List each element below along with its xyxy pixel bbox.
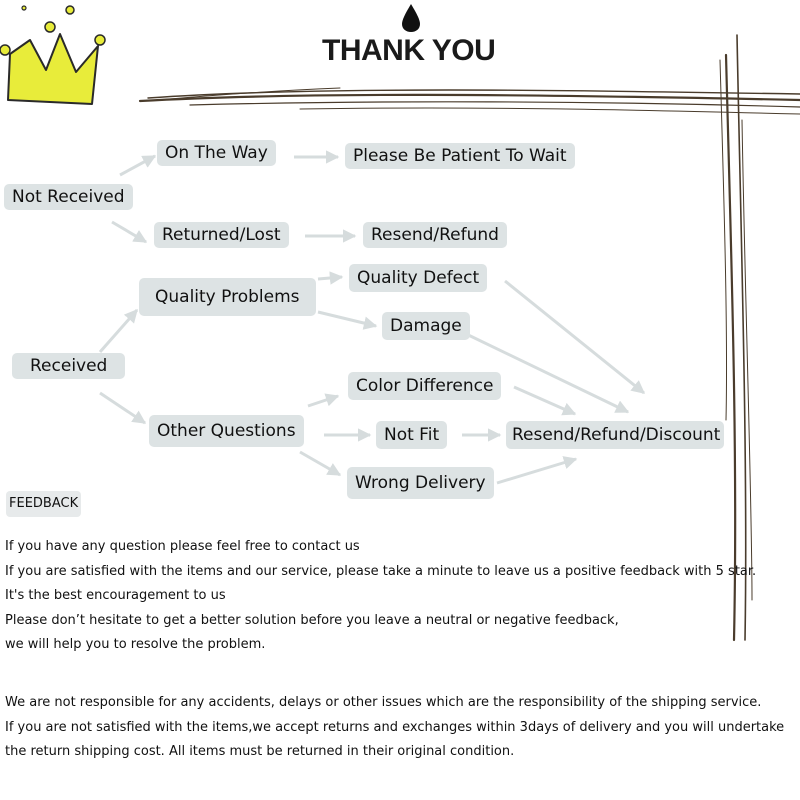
node-please-wait: Please Be Patient To Wait xyxy=(345,143,575,169)
feedback-line: Please don’t hesitate to get a better solution before you leave a neutral or negative feedback, xyxy=(5,612,619,628)
policy-line: the return shipping cost. All items must be returned in their original condition. xyxy=(5,744,515,760)
feedback-line: If you are satisfied with the items and our service, please take a minute to leave us a positive feedback with 5 star. xyxy=(5,563,757,579)
feedback-line: we will help you to resolve the problem. xyxy=(5,637,266,653)
policy-line: If you are not satisfied with the items,we accept returns and exchanges within 3days of delivery and you will undertake xyxy=(5,719,785,735)
node-returned-lost: Returned/Lost xyxy=(154,222,289,248)
page-title: THANK YOU xyxy=(322,34,496,67)
feedback-label: FEEDBACK xyxy=(6,491,81,517)
node-resend-refund: Resend/Refund xyxy=(363,222,507,248)
node-received: Received xyxy=(12,353,125,379)
node-other-questions: Other Questions xyxy=(149,415,304,447)
node-wrong-delivery: Wrong Delivery xyxy=(347,467,494,499)
feedback-line: If you have any question please feel free to contact us xyxy=(5,539,360,554)
feedback-line: It's the best encouragement to us xyxy=(5,588,226,604)
policy-text xyxy=(5,691,784,765)
feedback-text xyxy=(5,535,756,658)
node-not-received: Not Received xyxy=(4,184,133,210)
node-resend-refund-discount: Resend/Refund/Discount xyxy=(506,421,724,449)
node-quality-defect: Quality Defect xyxy=(349,264,487,292)
node-not-fit: Not Fit xyxy=(376,421,447,449)
node-on-the-way: On The Way xyxy=(157,140,276,166)
node-color-difference: Color Difference xyxy=(348,372,501,400)
node-quality-problems: Quality Problems xyxy=(139,278,316,316)
crown-icon xyxy=(0,6,105,104)
water-drop-icon xyxy=(402,4,420,32)
policy-line: We are not responsible for any accidents, delays or other issues which are the responsibility of the shipping service. xyxy=(5,695,762,710)
node-damage: Damage xyxy=(382,312,470,340)
